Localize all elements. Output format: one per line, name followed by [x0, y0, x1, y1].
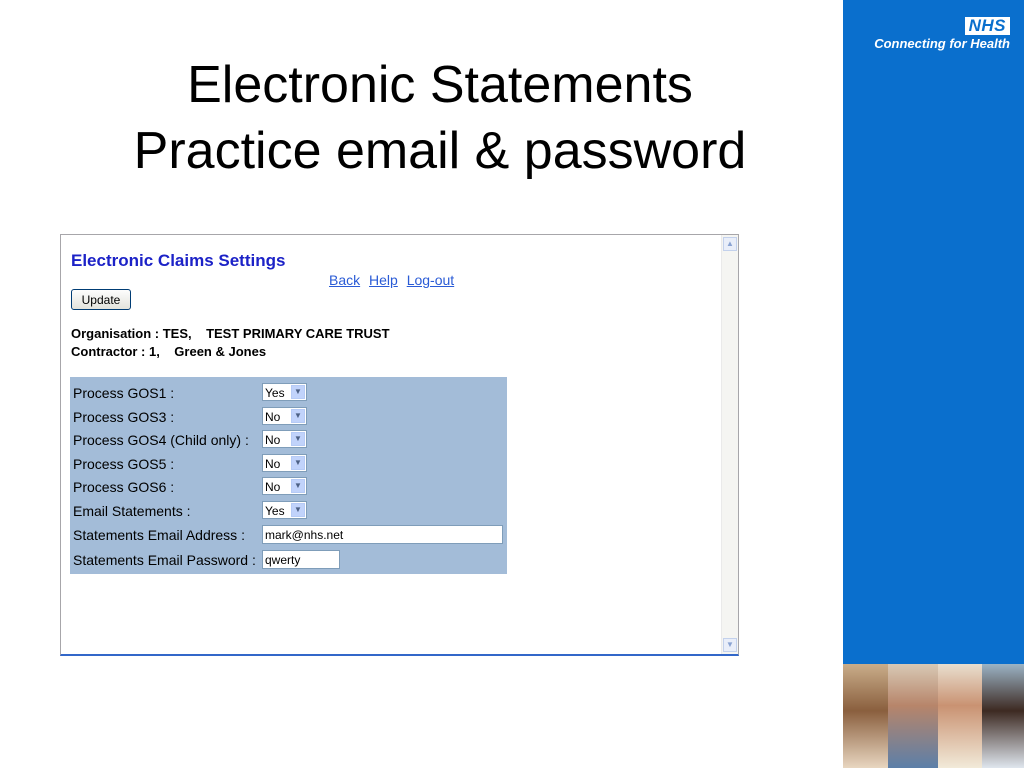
slide-title-line-2: Practice email & password — [133, 122, 747, 180]
setting-label: Process GOS1 : — [73, 385, 175, 401]
nhs-tagline: Connecting for Health — [874, 36, 1010, 51]
setting-label: Process GOS5 : — [73, 456, 175, 472]
setting-row-gos5 — [70, 452, 507, 475]
vertical-scrollbar[interactable] — [721, 235, 738, 654]
select-value: No — [265, 480, 281, 494]
email-address-input[interactable] — [262, 525, 503, 544]
chevron-down-icon[interactable]: ▼ — [291, 432, 305, 446]
chevron-down-icon[interactable]: ▼ — [291, 479, 305, 493]
gos5-select[interactable] — [262, 454, 307, 472]
nhs-sidebar — [843, 0, 1024, 768]
chevron-down-icon[interactable]: ▼ — [291, 456, 305, 470]
setting-row-email-password — [70, 548, 507, 571]
setting-row-email-address — [70, 523, 507, 546]
setting-label: Process GOS6 : — [73, 479, 175, 495]
scroll-down-icon[interactable]: ▼ — [723, 638, 737, 652]
setting-row-gos4 — [70, 428, 507, 451]
setting-label: Statements Email Password : — [73, 552, 256, 568]
gos6-select[interactable] — [262, 477, 307, 495]
setting-row-email-statements — [70, 499, 507, 522]
logout-link[interactable]: Log-out — [406, 272, 455, 288]
email-password-input[interactable] — [262, 550, 340, 569]
staff-photo — [843, 664, 888, 768]
slide-title-line-1: Electronic Statements — [187, 56, 693, 114]
contractor-text: Contractor : 1, Green & Jones — [71, 344, 267, 359]
chevron-down-icon[interactable]: ▼ — [291, 503, 305, 517]
nav-links — [329, 272, 459, 288]
chevron-down-icon[interactable]: ▼ — [291, 409, 305, 423]
setting-label: Statements Email Address : — [73, 527, 245, 543]
select-value: No — [265, 410, 281, 424]
page-heading: Electronic Claims Settings — [71, 251, 286, 270]
setting-row-gos3 — [70, 405, 507, 428]
organisation-text: Organisation : TES, TEST PRIMARY CARE TRUST — [71, 326, 390, 341]
select-value: No — [265, 433, 281, 447]
nhs-logo: NHS — [965, 17, 1010, 35]
gos4-select[interactable] — [262, 430, 307, 448]
setting-label: Email Statements : — [73, 503, 191, 519]
staff-photo — [888, 664, 938, 768]
slide-title — [40, 52, 840, 184]
staff-photo — [938, 664, 982, 768]
gos3-select[interactable] — [262, 407, 307, 425]
scroll-up-icon[interactable]: ▲ — [723, 237, 737, 251]
setting-label: Process GOS4 (Child only) : — [73, 432, 249, 448]
help-link[interactable]: Help — [369, 272, 398, 288]
setting-row-gos1 — [70, 381, 507, 404]
email-statements-select[interactable] — [262, 501, 307, 519]
chevron-down-icon[interactable]: ▼ — [291, 385, 305, 399]
select-value: Yes — [265, 386, 285, 400]
settings-panel — [70, 377, 507, 574]
staff-photo — [982, 664, 1024, 768]
photo-strip — [843, 664, 1024, 768]
gos1-select[interactable] — [262, 383, 307, 401]
select-value: No — [265, 457, 281, 471]
browser-window — [60, 234, 739, 656]
setting-row-gos6 — [70, 475, 507, 498]
select-value: Yes — [265, 504, 285, 518]
setting-label: Process GOS3 : — [73, 409, 175, 425]
update-button[interactable]: Update — [71, 289, 131, 310]
back-link[interactable]: Back — [329, 272, 361, 288]
